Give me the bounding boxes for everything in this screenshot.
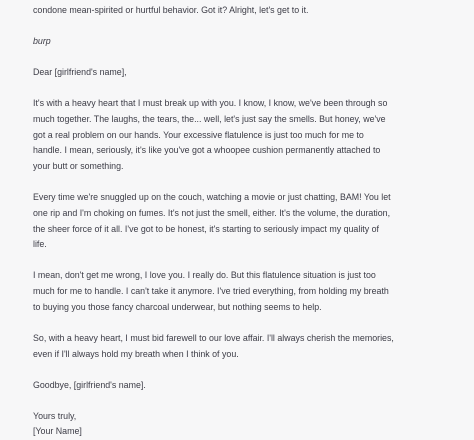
- paragraph-line: I mean, don't get me wrong, I love you. I really do. But this flatulence situation is just too: [33, 270, 376, 281]
- closing-block: [33, 409, 441, 440]
- letter-paragraph-4: [33, 331, 441, 362]
- intro-paragraph: condone mean-spirited or hurtful behavior. Got it? Alright, let's get to it.: [33, 5, 309, 15]
- letter-paragraph-3: [33, 268, 441, 315]
- paragraph-line: much for me to handle. I can't take it anymore. I've tried everything, from holding my breath: [33, 286, 389, 297]
- paragraph-line: got a real problem on our hands. Your excessive flatulence is just too much for me to: [33, 129, 364, 140]
- paragraph-line: life.: [33, 239, 47, 250]
- paragraph-line: the sheer force of it all. I've got to be honest, it's starting to seriously impact my quality of: [33, 223, 379, 234]
- paragraph-line: It's with a heavy heart that I must break up with you. I know, I know, we've been through so: [33, 98, 388, 109]
- letter-paragraph-1: [33, 96, 441, 175]
- letter-paragraph-2: [33, 190, 441, 253]
- paragraph-line: your butt or something.: [33, 161, 124, 172]
- goodbye-line: Goodbye, [girlfriend's name].: [33, 379, 146, 390]
- paragraph-line: Every time we're snuggled up on the couch, watching a movie or just chatting, BAM! You let: [33, 192, 391, 203]
- paragraph-line: to buying you those fancy charcoal underwear, but nothing seems to help.: [33, 301, 322, 312]
- paragraph-line: handle. I mean, seriously, it's like you've got a whoopee cushion permanently attached to: [33, 145, 381, 156]
- paragraph-line: much together. The laughs, the tears, the... well, let's just say the smells. But honey, we've: [33, 113, 386, 124]
- paragraph-line: So, with a heavy heart, I must bid farewell to our love affair. I'll always cherish the memories,: [33, 332, 394, 343]
- signature-line: [Your Name]: [33, 426, 82, 437]
- closing-line: Yours truly,: [33, 410, 77, 421]
- paragraph-line: even if I'll always hold my breath when I think of you.: [33, 348, 239, 359]
- burp-paragraph: [33, 34, 441, 50]
- paragraph-line: one rip and I'm choking on fumes. It's not just the smell, either. It's the volume, the duration,: [33, 207, 391, 218]
- salutation: Dear [girlfriend's name],: [33, 67, 127, 78]
- burp-text: burp: [33, 36, 51, 47]
